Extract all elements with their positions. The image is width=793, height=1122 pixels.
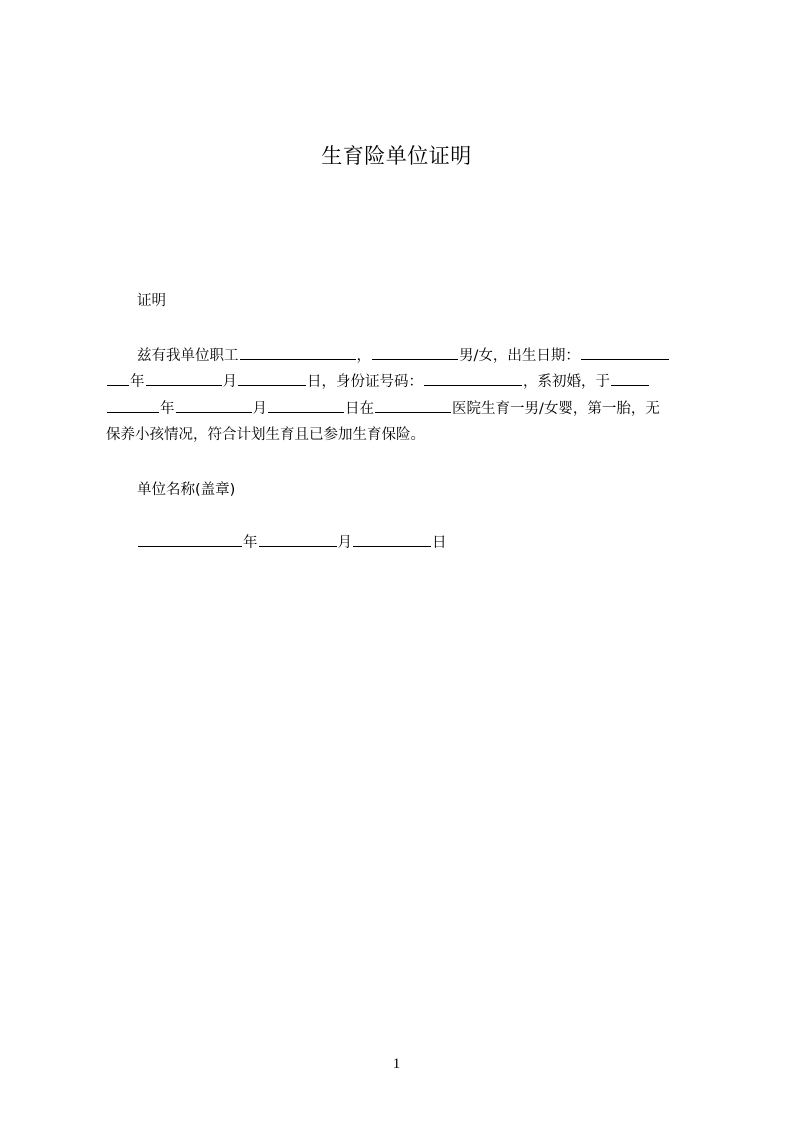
- body-line-3: [106, 397, 660, 420]
- blank-gender: [372, 344, 458, 360]
- body-text: 日在: [345, 401, 374, 417]
- salutation-text: 证明: [137, 293, 166, 309]
- body-text: 月: [222, 374, 237, 390]
- date-month-label: 月: [337, 535, 352, 551]
- body-text: ，: [356, 348, 371, 364]
- blank-birth-month: [146, 370, 222, 386]
- blank-birth-date: [581, 344, 669, 360]
- document-title: 生育险单位证明: [321, 144, 472, 168]
- body-line-1: [137, 344, 670, 367]
- blank-sign-day: [353, 531, 431, 547]
- body-line-4: 保养小孩情况，符合计划生育且已参加生育保险。: [106, 427, 425, 443]
- company-name-label: 单位名称(盖章): [137, 482, 236, 498]
- blank-delivery-month: [176, 397, 252, 413]
- body-text: 年: [160, 401, 175, 417]
- page-number: 1: [392, 1056, 401, 1072]
- body-text: 医院生育一男/女婴，第一胎，无: [452, 401, 660, 417]
- blank-birth-day: [238, 370, 306, 386]
- date-year-label: 年: [243, 535, 258, 551]
- body-text: 月: [252, 401, 267, 417]
- body-text: 男/女，出生日期：: [459, 348, 580, 364]
- signature-date-line: [137, 531, 447, 554]
- blank-id-number: [424, 370, 522, 386]
- body-text: ，系初婚，于: [523, 374, 610, 390]
- blank-birth-year: [107, 370, 129, 386]
- blank-delivery-year: [107, 397, 159, 413]
- body-text: 年: [130, 374, 145, 390]
- blank-sign-month: [259, 531, 337, 547]
- date-day-label: 日: [432, 535, 447, 551]
- blank-employee-name: [240, 344, 356, 360]
- blank-sign-year: [138, 531, 242, 547]
- body-text: 日，身份证号码：: [307, 374, 423, 390]
- blank-hospital: [375, 397, 451, 413]
- blank-delivery-day: [268, 397, 344, 413]
- body-text: 兹有我单位职工: [137, 348, 239, 364]
- blank-delivery-date: [611, 370, 649, 386]
- body-line-2: [106, 370, 650, 393]
